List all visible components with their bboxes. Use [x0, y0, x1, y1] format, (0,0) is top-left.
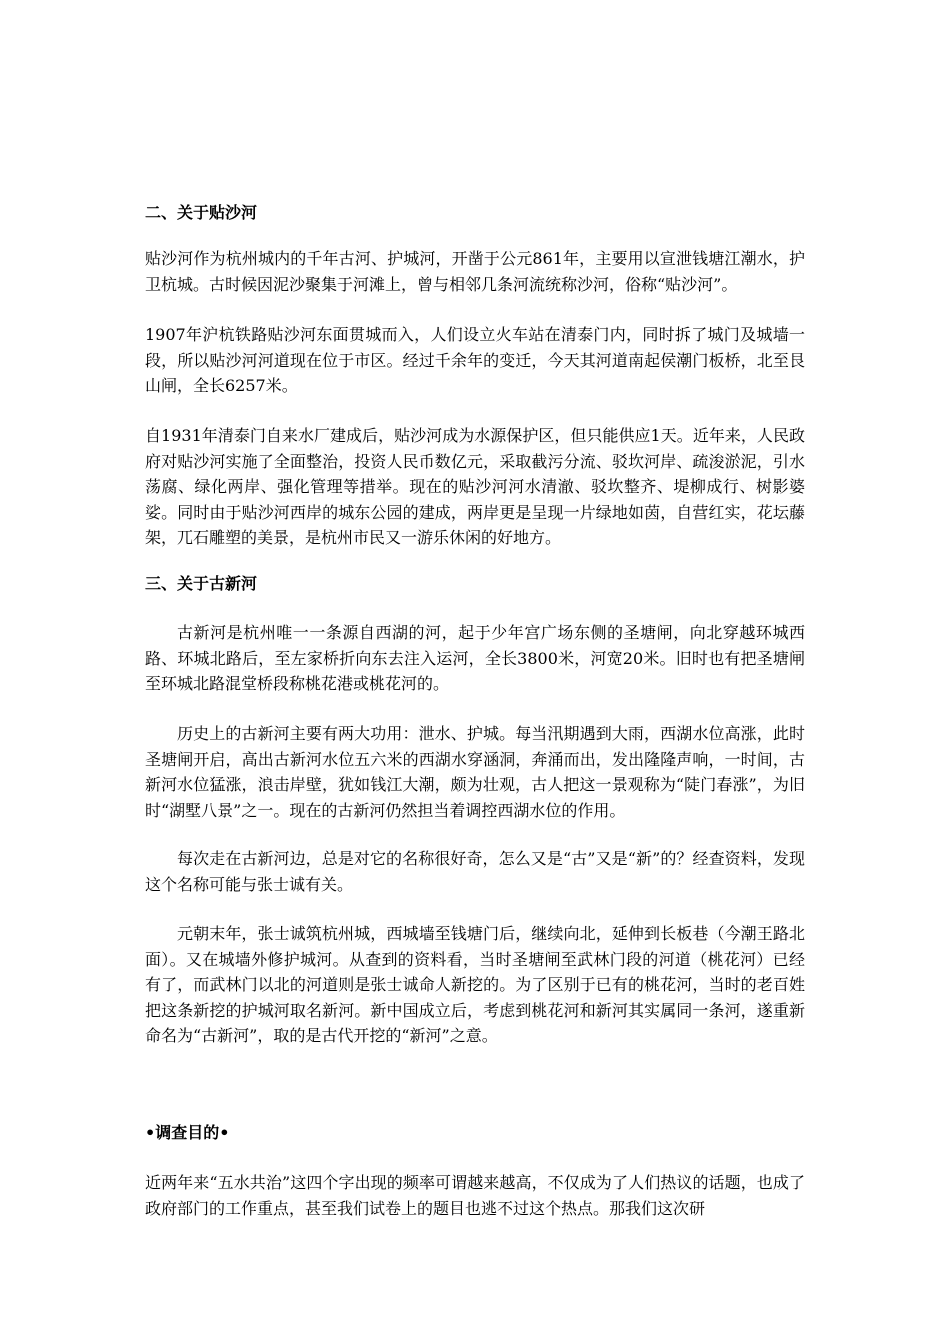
- paragraph: 自1931年清泰门自来水厂建成后，贴沙河成为水源保护区，但只能供应1天。近年来，人民政府对贴沙河实施了全面整治，投资人民币数亿元，采取截污分流、驳坎河岸、疏浚淤泥，引水荡腐、绿化两岸、强化管理等措举。现在的贴沙河河水清澈、驳坎整齐、堤柳成行、树影婆娑。同时由于贴沙河西岸的城东公园的建成，两岸更是呈现一片绿地如茵，自营红实，花坛藤架，兀石雕塑的美景，是杭州市民又一游乐休闲的好地方。: [145, 426, 805, 547]
- paragraph: 古新河是杭州唯一一条源自西湖的河，起于少年宫广场东侧的圣塘闸，向北穿越环城西路、环城北路后，至左家桥折向东去注入运河，全长3800米，河宽20米。旧时也有把圣塘闸至环城北路混堂桥段称桃花港或桃花河的。: [145, 623, 805, 693]
- section-heading-purpose: •调查目的•: [145, 1123, 230, 1142]
- paragraph: 历史上的古新河主要有两大功用：泄水、护城。每当汛期遇到大雨，西湖水位高涨，此时圣塘闸开启，高出古新河水位五六米的西湖水穿涵洞，奔涌而出，发出隆隆声响，一时间，古新河水位猛涨，浪击岸壁，犹如钱江大潮，颇为壮观，古人把这一景观称为“陡门春涨”，为旧时“湖墅八景”之一。现在的古新河仍然担当着调控西湖水位的作用。: [145, 724, 805, 820]
- section-heading-guxinhe: 三、关于古新河: [145, 574, 258, 593]
- paragraph: 近两年来“五水共治”这四个字出现的频率可谓越来越高，不仅成为了人们热议的话题，也成了政府部门的工作重点，甚至我们试卷上的题目也逃不过这个热点。那我们这次研: [145, 1173, 805, 1218]
- paragraph: 元朝末年，张士诚筑杭州城，西城墙至钱塘门后，继续向北，延伸到长板巷（今潮王路北面）。又在城墙外修护城河。从查到的资料看，当时圣塘闸至武林门段的河道（桃花河）已经有了，而武林门以北的河道则是张士诚命人新挖的。为了区别于已有的桃花河，当时的老百姓把这条新挖的护城河取名新河。新中国成立后，考虑到桃花河和新河其实属同一条河，遂重新命名为“古新河”，取的是古代开挖的“新河”之意。: [145, 924, 805, 1045]
- paragraph: 贴沙河作为杭州城内的千年古河、护城河，开凿于公元861年，主要用以宣泄钱塘江潮水，护卫杭城。古时候因泥沙聚集于河滩上，曾与相邻几条河流统称沙河，俗称“贴沙河”。: [145, 249, 805, 294]
- paragraph: 每次走在古新河边，总是对它的名称很好奇，怎么又是“古”又是“新”的？经查资料，发现这个名称可能与张士诚有关。: [145, 849, 805, 894]
- paragraph: 1907年沪杭铁路贴沙河东面贯城而入，人们设立火车站在清泰门内，同时拆了城门及城墙一段，所以贴沙河河道现在位于市区。经过千余年的变迁，今天其河道南起侯潮门板桥，北至艮山闸，全长6257米。: [145, 325, 805, 395]
- document-page: [145, 0, 805, 1344]
- section-heading-tieshahe: 二、关于贴沙河: [145, 203, 258, 222]
